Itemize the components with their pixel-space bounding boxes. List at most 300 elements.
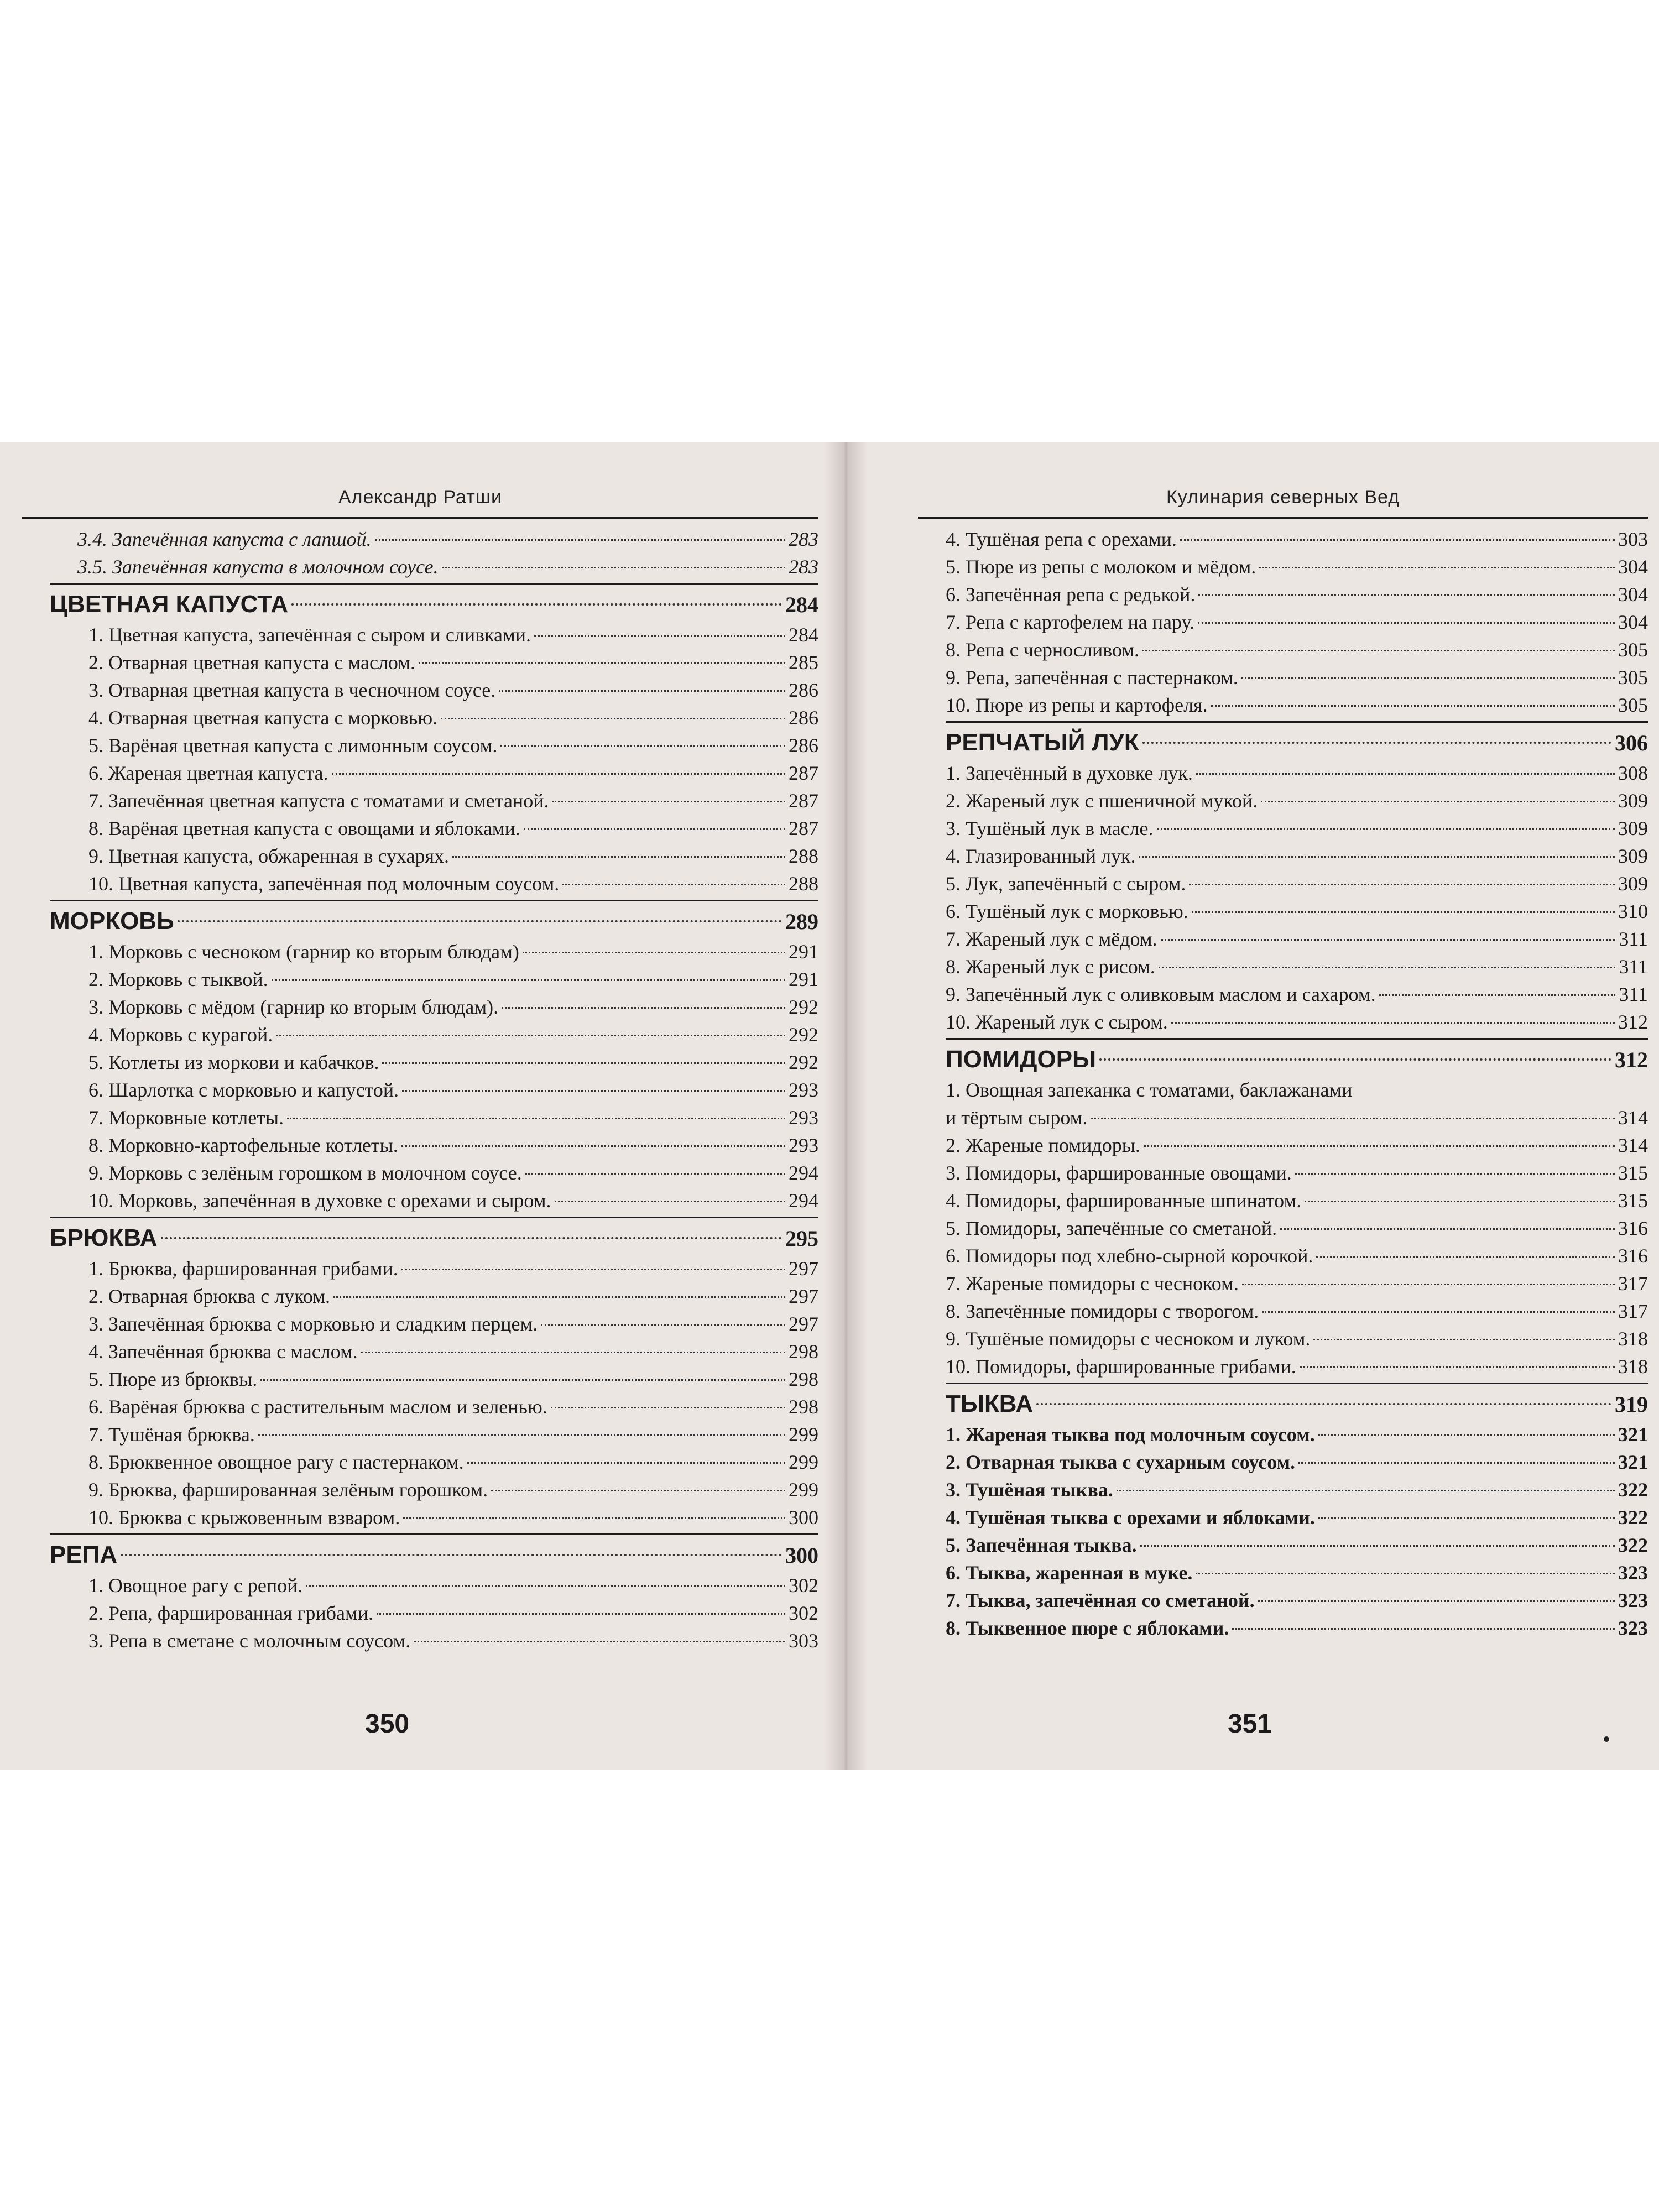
- section-title: ТЫКВА: [946, 1390, 1034, 1417]
- dot-leader: [551, 1407, 785, 1408]
- toc-page-number: 298: [789, 1340, 818, 1363]
- toc-page-number: 300: [789, 1506, 818, 1528]
- toc-page-number: 323: [1618, 1589, 1648, 1611]
- toc-entry-title: 3. Помидоры, фаршированные овощами.: [946, 1162, 1292, 1184]
- toc-page-number: 287: [789, 817, 818, 839]
- dot-leader: [332, 773, 785, 775]
- dot-leader: [1318, 1517, 1615, 1519]
- toc-entry-title: 9. Цветная капуста, обжаренная в сухарях.: [88, 845, 450, 867]
- dot-leader: [502, 1007, 785, 1009]
- toc-entry-title: 3.4. Запечённая капуста с лапшой.: [77, 528, 372, 550]
- dot-leader: [1198, 622, 1615, 624]
- dot-leader: [1258, 1600, 1615, 1602]
- dot-leader: [552, 801, 785, 802]
- toc-entry: [918, 1242, 1648, 1270]
- toc-entry-title: 4. Запечённая брюква с маслом.: [88, 1340, 358, 1363]
- toc-entry: [918, 1531, 1648, 1559]
- toc-entry-title: 5. Помидоры, запечённые со сметаной.: [946, 1217, 1277, 1239]
- dot-leader: [1157, 828, 1615, 830]
- toc-entry: [22, 1048, 818, 1076]
- toc-entry: [22, 1627, 818, 1655]
- toc-page-number: 288: [789, 845, 818, 867]
- toc-entry: [22, 842, 818, 870]
- dot-leader: [401, 1269, 785, 1270]
- dot-leader: [1305, 1201, 1615, 1202]
- header-rule: [22, 517, 818, 519]
- toc-page-number: 304: [1618, 611, 1648, 633]
- toc-entry-title: 8. Репа с черносливом.: [946, 639, 1140, 661]
- dot-leader: [1379, 994, 1616, 996]
- toc-entry: [918, 1448, 1648, 1476]
- toc-entry: [918, 898, 1648, 925]
- toc-page-number: 303: [789, 1630, 818, 1652]
- toc-entry: [918, 1104, 1648, 1131]
- toc-page-number: 302: [789, 1602, 818, 1624]
- toc-page-number: 321: [1618, 1423, 1648, 1446]
- dot-leader: [1159, 967, 1616, 968]
- toc-entry: [918, 787, 1648, 815]
- toc-entry-title: 4. Отварная цветная капуста с морковью.: [88, 707, 438, 729]
- toc-entry: [22, 1255, 818, 1282]
- dot-leader: [1099, 1058, 1611, 1061]
- toc-entry-title: 10. Цветная капуста, запечённая под молочным соусом.: [88, 873, 560, 895]
- toc-entry-title: 2. Отварная тыква с сухарным соусом.: [946, 1451, 1296, 1473]
- section-title: МОРКОВЬ: [50, 907, 174, 935]
- dot-leader: [272, 979, 785, 981]
- toc-entry: [918, 1214, 1648, 1242]
- toc-entry-title: 6. Шарлотка с морковью и капустой.: [88, 1079, 399, 1101]
- toc-entry-title: 6. Жареная цветная капуста.: [88, 762, 328, 784]
- toc-page-number: 293: [789, 1079, 818, 1101]
- dot-leader: [1232, 1628, 1615, 1630]
- toc-page-number: 304: [1618, 556, 1648, 578]
- section-divider: [50, 1217, 818, 1218]
- toc-entry-title: 9. Репа, запечённая с пастернаком.: [946, 666, 1238, 688]
- toc-entry-title: 2. Морковь с тыквой.: [88, 968, 268, 990]
- toc-entry: [918, 636, 1648, 664]
- toc-entry: [918, 1270, 1648, 1297]
- toc-entry: [918, 1587, 1648, 1614]
- toc-entry: [22, 621, 818, 649]
- toc-page-number: 284: [789, 624, 818, 646]
- toc-entry: [918, 815, 1648, 842]
- toc-entry: [22, 1187, 818, 1214]
- section-title: РЕПА: [50, 1541, 118, 1568]
- toc-page-number: 308: [1618, 762, 1648, 784]
- dot-leader: [1117, 1490, 1615, 1491]
- dot-leader: [562, 884, 785, 885]
- dot-leader: [1316, 1256, 1615, 1258]
- toc-entry-title: 7. Морковные котлеты.: [88, 1107, 284, 1129]
- toc-page-number: 309: [1618, 845, 1648, 867]
- dot-leader: [1242, 1284, 1615, 1285]
- toc-entry-title: 2. Отварная брюква с луком.: [88, 1285, 330, 1307]
- dot-leader: [1139, 856, 1615, 858]
- toc-entry: [22, 815, 818, 842]
- toc-entry: [918, 953, 1648, 980]
- toc-page-number: 317: [1618, 1272, 1648, 1295]
- table-of-contents: [22, 525, 818, 1655]
- toc-page-number: 311: [1619, 928, 1648, 950]
- toc-entry: [918, 1504, 1648, 1531]
- running-head-book-title: Кулинария северных Вед: [1166, 487, 1400, 508]
- toc-page-number: 285: [789, 651, 818, 674]
- toc-entry-title: 7. Запечённая цветная капуста с томатами и сметаной.: [88, 790, 549, 812]
- toc-entry: [22, 787, 818, 815]
- dot-leader: [258, 1434, 785, 1436]
- dot-leader: [1091, 1118, 1615, 1119]
- dot-leader: [1161, 939, 1616, 941]
- toc-page-number: 305: [1618, 694, 1648, 716]
- toc-entry-title: 3. Тушёный лук в масле.: [946, 817, 1154, 839]
- toc-entry-title: 10. Помидоры, фаршированные грибами.: [946, 1355, 1296, 1378]
- dot-leader: [442, 567, 785, 568]
- dot-leader: [452, 856, 785, 858]
- toc-page-number: 287: [789, 762, 818, 784]
- toc-entry-title: 5. Варёная цветная капуста с лимонным соусом.: [88, 734, 498, 757]
- toc-page-number: 318: [1618, 1355, 1648, 1378]
- toc-page-number: 298: [789, 1368, 818, 1390]
- toc-page-number: 312: [1618, 1011, 1648, 1033]
- toc-page-number: 293: [789, 1134, 818, 1156]
- section-divider: [946, 1383, 1648, 1384]
- toc-entry: [918, 980, 1648, 1008]
- toc-entry-title: 2. Отварная цветная капуста с маслом.: [88, 651, 415, 674]
- toc-entry: [22, 1076, 818, 1104]
- dot-leader: [333, 1296, 785, 1298]
- toc-entry-title: и тёртым сыром.: [946, 1107, 1088, 1129]
- dot-leader: [419, 662, 785, 664]
- toc-page-number: 303: [1618, 528, 1648, 550]
- dot-leader: [414, 1641, 785, 1642]
- dot-leader: [1171, 1022, 1615, 1024]
- toc-entry: [918, 1353, 1648, 1380]
- page-number: 351: [1228, 1709, 1272, 1739]
- dot-leader: [1262, 1311, 1615, 1313]
- toc-entry: [22, 649, 818, 676]
- book-gutter: [824, 442, 868, 1770]
- toc-entry: [22, 1421, 818, 1448]
- toc-entry: [918, 1614, 1648, 1642]
- toc-entry: [22, 676, 818, 704]
- dot-leader: [523, 952, 785, 953]
- toc-page-number: 298: [789, 1396, 818, 1418]
- dot-leader: [1211, 705, 1615, 707]
- toc-section-heading: [22, 588, 818, 621]
- toc-entry: [918, 691, 1648, 719]
- dot-leader: [467, 1462, 785, 1464]
- toc-page-number: 295: [785, 1226, 818, 1251]
- toc-page-number: 288: [789, 873, 818, 895]
- toc-entry-title: 10. Пюре из репы и картофеля.: [946, 694, 1208, 716]
- dot-leader: [1295, 1173, 1615, 1175]
- toc-page-number: 291: [789, 941, 818, 963]
- dot-leader: [1198, 594, 1615, 596]
- dot-leader: [276, 1035, 785, 1036]
- toc-entry: [22, 1338, 818, 1365]
- toc-entry: [918, 759, 1648, 787]
- toc-entry-title: 4. Помидоры, фаршированные шпинатом.: [946, 1190, 1302, 1212]
- dot-leader: [1261, 801, 1615, 802]
- toc-page-number: 316: [1618, 1245, 1648, 1267]
- toc-entry-title: 2. Жареные помидоры.: [946, 1134, 1140, 1156]
- toc-entry-title: 1. Овощное рагу с репой.: [88, 1574, 303, 1597]
- dot-leader: [287, 1118, 785, 1119]
- toc-page-number: 297: [789, 1258, 818, 1280]
- toc-section-heading: [918, 1043, 1648, 1076]
- toc-entry: [22, 525, 818, 553]
- toc-page-number: 289: [785, 909, 818, 934]
- toc-entry: [918, 1476, 1648, 1504]
- dot-leader: [500, 745, 785, 747]
- page-number: 350: [365, 1709, 410, 1739]
- toc-page-number: 321: [1618, 1451, 1648, 1473]
- toc-page-number: 314: [1618, 1107, 1648, 1129]
- dot-leader: [1196, 773, 1615, 775]
- toc-entry-title: 9. Морковь с зелёным горошком в молочном соусе.: [88, 1162, 522, 1184]
- toc-entry: [918, 1421, 1648, 1448]
- toc-entry: [22, 938, 818, 966]
- toc-entry: [918, 553, 1648, 581]
- toc-entry-title: 4. Тушёная тыква с орехами и яблоками.: [946, 1506, 1315, 1528]
- toc-entry-title: 8. Запечённые помидоры с творогом.: [946, 1300, 1259, 1322]
- dot-leader: [534, 635, 785, 637]
- dot-leader: [306, 1585, 785, 1587]
- dot-leader: [441, 718, 785, 719]
- dot-leader: [1036, 1403, 1611, 1405]
- toc-entry-title: 9. Запечённый лук с оливковым маслом и сахаром.: [946, 983, 1376, 1005]
- toc-entry: [22, 732, 818, 759]
- dot-leader: [1144, 1145, 1615, 1147]
- section-divider: [50, 583, 818, 585]
- toc-entry: [918, 664, 1648, 691]
- toc-page-number: 292: [789, 1024, 818, 1046]
- toc-section-heading: [22, 905, 818, 938]
- toc-page-number: 297: [789, 1285, 818, 1307]
- ink-dot: [1604, 1736, 1609, 1742]
- toc-page-number: 309: [1618, 790, 1648, 812]
- toc-entry: [22, 1393, 818, 1421]
- toc-entry-title: 6. Варёная брюква с растительным маслом и зеленью.: [88, 1396, 547, 1418]
- toc-page-number: 309: [1618, 817, 1648, 839]
- toc-page-number: 323: [1618, 1562, 1648, 1584]
- dot-leader: [1313, 1339, 1615, 1340]
- toc-entry: [22, 1504, 818, 1531]
- toc-entry: [918, 1008, 1648, 1036]
- dot-leader: [375, 539, 785, 541]
- toc-entry: [918, 870, 1648, 898]
- toc-page-number: 310: [1618, 900, 1648, 922]
- toc-entry-title: 3.5. Запечённая капуста в молочном соусе.: [77, 556, 439, 578]
- dot-leader: [525, 1173, 785, 1175]
- toc-entry: [22, 1599, 818, 1627]
- dot-leader: [260, 1379, 785, 1381]
- toc-page-number: 305: [1618, 666, 1648, 688]
- toc-entry: [918, 1159, 1648, 1187]
- toc-page-number: 287: [789, 790, 818, 812]
- toc-section-heading: [22, 1222, 818, 1255]
- toc-entry-title: 8. Брюквенное овощное рагу с пастернаком.: [88, 1451, 464, 1473]
- toc-entry: [22, 1021, 818, 1048]
- running-head-author: Александр Ратши: [338, 487, 503, 508]
- toc-page-number: 312: [1615, 1047, 1648, 1072]
- toc-page-number: 294: [789, 1162, 818, 1184]
- dot-leader: [403, 1517, 785, 1519]
- dot-leader: [1142, 650, 1615, 651]
- toc-entry-title: 1. Овощная запеканка с томатами, баклажанами: [946, 1079, 1353, 1101]
- toc-entry-title: 8. Варёная цветная капуста с овощами и яблоками.: [88, 817, 520, 839]
- toc-entry: [918, 842, 1648, 870]
- toc-entry-title: 3. Тушёная тыква.: [946, 1479, 1113, 1501]
- toc-entry-title: 9. Брюква, фаршированная зелёным горошком.: [88, 1479, 488, 1501]
- toc-page-number: 286: [789, 679, 818, 701]
- toc-entry-title: 1. Жареная тыква под молочным соусом.: [946, 1423, 1315, 1446]
- toc-entry: [918, 1559, 1648, 1587]
- toc-entry-title: 3. Морковь с мёдом (гарнир ко вторым блюдам).: [88, 996, 499, 1018]
- toc-entry-title: 10. Брюква с крыжовенным взваром.: [88, 1506, 400, 1528]
- toc-page-number: 323: [1618, 1617, 1648, 1639]
- toc-page-number: 286: [789, 707, 818, 729]
- toc-section-heading: [918, 1387, 1648, 1421]
- toc-entry: [22, 1365, 818, 1393]
- toc-entry: [22, 1572, 818, 1599]
- toc-entry-title: 7. Жареные помидоры с чесноком.: [946, 1272, 1239, 1295]
- header-rule: [918, 517, 1648, 519]
- toc-entry: [22, 870, 818, 898]
- section-divider: [50, 900, 818, 901]
- section-title: РЕПЧАТЫЙ ЛУК: [946, 729, 1139, 756]
- toc-page-number: 322: [1618, 1534, 1648, 1556]
- toc-page-number: 291: [789, 968, 818, 990]
- toc-entry-title: 3. Репа в сметане с молочным соусом.: [88, 1630, 411, 1652]
- toc-entry-title: 10. Морковь, запечённая в духовке с орехами и сыром.: [88, 1190, 551, 1212]
- toc-page-number: 315: [1618, 1190, 1648, 1212]
- toc-entry: [22, 1104, 818, 1131]
- toc-page-number: 292: [789, 1051, 818, 1073]
- toc-page-number: 300: [785, 1543, 818, 1568]
- toc-entry-title: 5. Пюре из брюквы.: [88, 1368, 258, 1390]
- toc-page-number: 299: [789, 1451, 818, 1473]
- toc-entry: [22, 1310, 818, 1338]
- toc-entry: [918, 1131, 1648, 1159]
- table-of-contents: [918, 525, 1648, 1642]
- toc-entry-title: 6. Запечённая репа с редькой.: [946, 583, 1196, 606]
- toc-entry-title: 4. Морковь с курагой.: [88, 1024, 273, 1046]
- toc-entry-title: 4. Тушёная репа с орехами.: [946, 528, 1177, 550]
- toc-entry: [22, 704, 818, 732]
- toc-section-heading: [918, 726, 1648, 759]
- section-divider: [50, 1533, 818, 1535]
- toc-entry: [22, 993, 818, 1021]
- section-divider: [946, 1038, 1648, 1040]
- toc-page-number: 299: [789, 1423, 818, 1446]
- dot-leader: [555, 1201, 786, 1202]
- toc-entry-title: 7. Тыква, запечённая со сметаной.: [946, 1589, 1255, 1611]
- dot-leader: [1318, 1434, 1615, 1436]
- dot-leader: [401, 1145, 785, 1147]
- dot-leader: [1192, 911, 1615, 913]
- dot-leader: [402, 1090, 785, 1092]
- dot-leader: [291, 603, 782, 606]
- toc-entry-title: 7. Жареный лук с мёдом.: [946, 928, 1157, 950]
- toc-entry: [22, 1282, 818, 1310]
- dot-leader: [1280, 1228, 1615, 1230]
- dot-leader: [377, 1613, 785, 1615]
- toc-entry-title: 8. Жареный лук с рисом.: [946, 956, 1155, 978]
- toc-page-number: 322: [1618, 1479, 1648, 1501]
- dot-leader: [499, 690, 785, 692]
- toc-page-number: 283: [789, 528, 818, 550]
- toc-entry: [918, 1187, 1648, 1214]
- toc-entry-title: 10. Жареный лук с сыром.: [946, 1011, 1168, 1033]
- toc-page-number: 311: [1619, 983, 1648, 1005]
- toc-entry-title: 6. Тыква, жаренная в муке.: [946, 1562, 1193, 1584]
- dot-leader: [161, 1237, 782, 1239]
- toc-page-number: 322: [1618, 1506, 1648, 1528]
- toc-entry-title: 1. Запечённый в духовке лук.: [946, 762, 1193, 784]
- toc-page-number: 284: [785, 592, 818, 617]
- toc-page-number: 293: [789, 1107, 818, 1129]
- dot-leader: [491, 1490, 785, 1491]
- toc-entry-title: 9. Тушёные помидоры с чесноком и луком.: [946, 1328, 1311, 1350]
- toc-entry-title: 7. Репа с картофелем на пару.: [946, 611, 1194, 633]
- dot-leader: [121, 1554, 782, 1556]
- toc-entry: [918, 1325, 1648, 1353]
- dot-leader: [1298, 1462, 1615, 1464]
- toc-page-number: 286: [789, 734, 818, 757]
- toc-entry-title: 7. Тушёная брюква.: [88, 1423, 255, 1446]
- toc-page-number: 283: [789, 556, 818, 578]
- dot-leader: [1142, 742, 1611, 744]
- dot-leader: [178, 920, 782, 922]
- dot-leader: [1241, 677, 1615, 679]
- toc-entry-title: 4. Глазированный лук.: [946, 845, 1136, 867]
- toc-entry-title: 6. Тушёный лук с морковью.: [946, 900, 1188, 922]
- toc-page-number: 297: [789, 1313, 818, 1335]
- toc-entry-title: 5. Запечённая тыква.: [946, 1534, 1137, 1556]
- toc-entry: [22, 1448, 818, 1476]
- toc-page-number: 316: [1618, 1217, 1648, 1239]
- dot-leader: [1196, 1573, 1615, 1574]
- toc-page-number: 292: [789, 996, 818, 1018]
- toc-entry: [22, 553, 818, 581]
- toc-page-number: 314: [1618, 1134, 1648, 1156]
- toc-entry-title: 1. Цветная капуста, запечённая с сыром и сливками.: [88, 624, 531, 646]
- toc-entry-title: 1. Морковь с чесноком (гарнир ко вторым блюдам): [88, 941, 519, 963]
- dot-leader: [1259, 567, 1615, 568]
- toc-page-number: 299: [789, 1479, 818, 1501]
- toc-page-number: 304: [1618, 583, 1648, 606]
- toc-entry-title: 8. Морковно-картофельные котлеты.: [88, 1134, 398, 1156]
- toc-entry-title: 2. Жареный лук с пшеничной мукой.: [946, 790, 1258, 812]
- toc-page-number: 315: [1618, 1162, 1648, 1184]
- toc-entry: [22, 1159, 818, 1187]
- toc-entry: [918, 581, 1648, 608]
- section-divider: [946, 721, 1648, 723]
- dot-leader: [1300, 1366, 1615, 1368]
- toc-entry-title: 5. Лук, запечённый с сыром.: [946, 873, 1186, 895]
- dot-leader: [524, 828, 785, 830]
- toc-entry: [22, 1476, 818, 1504]
- toc-page-number: 319: [1615, 1392, 1648, 1417]
- dot-leader: [361, 1352, 785, 1353]
- toc-entry-title: 3. Запечённая брюква с морковью и сладким перцем.: [88, 1313, 538, 1335]
- toc-page-number: 311: [1619, 956, 1648, 978]
- toc-page-number: 318: [1618, 1328, 1648, 1350]
- toc-entry: [22, 759, 818, 787]
- left-page: [22, 442, 818, 1770]
- toc-entry: [22, 1131, 818, 1159]
